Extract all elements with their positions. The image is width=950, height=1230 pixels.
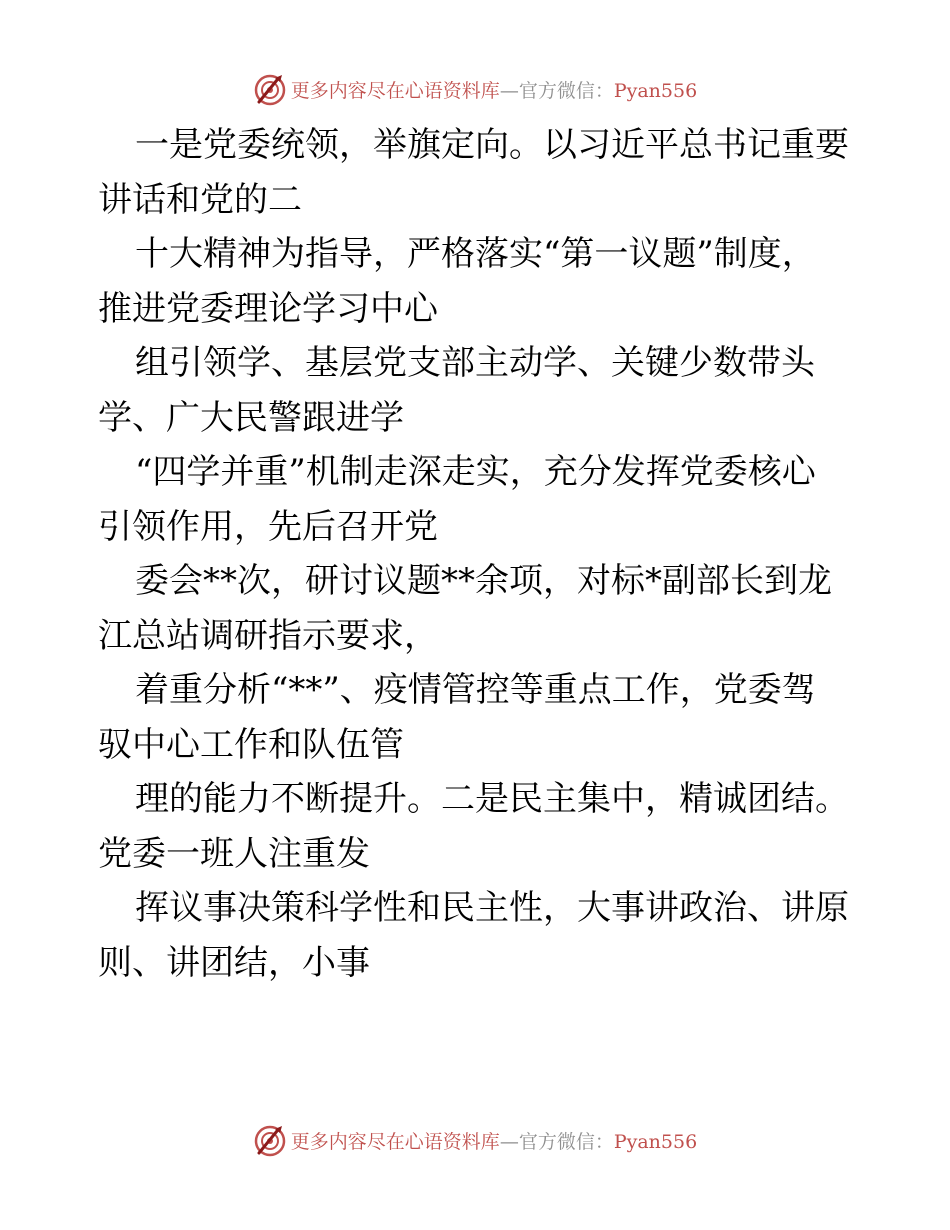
banner-wechat-label: 官方微信： xyxy=(518,79,614,102)
paragraph-line: 则、讲团结，小事 xyxy=(98,942,370,983)
paragraph-line: “四学并重”机制走深走实，充分发挥党委核心 xyxy=(135,452,816,492)
paragraph-line: 党委一班人注重发 xyxy=(98,833,370,874)
paragraph-line: 挥议事决策科学性和民主性，大事讲政治、讲原 xyxy=(135,888,849,928)
paragraph-line: 理的能力不断提升。二是民主集中，精诚团结。 xyxy=(135,779,849,819)
banner-text xyxy=(291,76,697,103)
logo-icon xyxy=(253,72,287,106)
banner-wechat-label: 官方微信： xyxy=(518,1130,614,1153)
header-watermark-banner xyxy=(0,69,950,109)
paragraph-line: 委会**次，研讨议题**余项，对标*副部长到龙 xyxy=(135,561,832,601)
banner-main-text: 更多内容尽在心语资料库 xyxy=(290,79,500,102)
paragraph-line: 引领作用，先后召开党 xyxy=(98,506,438,547)
paragraph-line: 十大精神为指导，严格落实“第一议题”制度， xyxy=(135,234,816,274)
paragraph-line: 江总站调研指示要求， xyxy=(98,615,438,656)
logo-icon xyxy=(253,1123,287,1157)
banner-wechat-id: Pyan556 xyxy=(613,1130,698,1153)
paragraph-line: 学、广大民警跟进学 xyxy=(98,397,404,438)
banner-text xyxy=(291,1127,697,1154)
banner-separator: — xyxy=(499,79,519,102)
paragraph-line: 着重分析“**”、疫情管控等重点工作，党委驾 xyxy=(135,670,816,710)
banner-wechat-id: Pyan556 xyxy=(613,79,698,102)
document-body xyxy=(98,118,858,990)
footer-watermark-banner xyxy=(0,1120,950,1160)
banner-separator: — xyxy=(499,1130,519,1153)
paragraph-line: 讲话和党的二 xyxy=(98,179,302,220)
paragraph-line: 驭中心工作和队伍管 xyxy=(98,724,404,765)
paragraph-line: 组引领学、基层党支部主动学、关键少数带头 xyxy=(135,343,815,383)
banner-main-text: 更多内容尽在心语资料库 xyxy=(290,1130,500,1153)
paragraph-line: 推进党委理论学习中心 xyxy=(98,288,438,329)
paragraph-line: 一是党委统领，举旗定向。以习近平总书记重要 xyxy=(135,125,849,165)
